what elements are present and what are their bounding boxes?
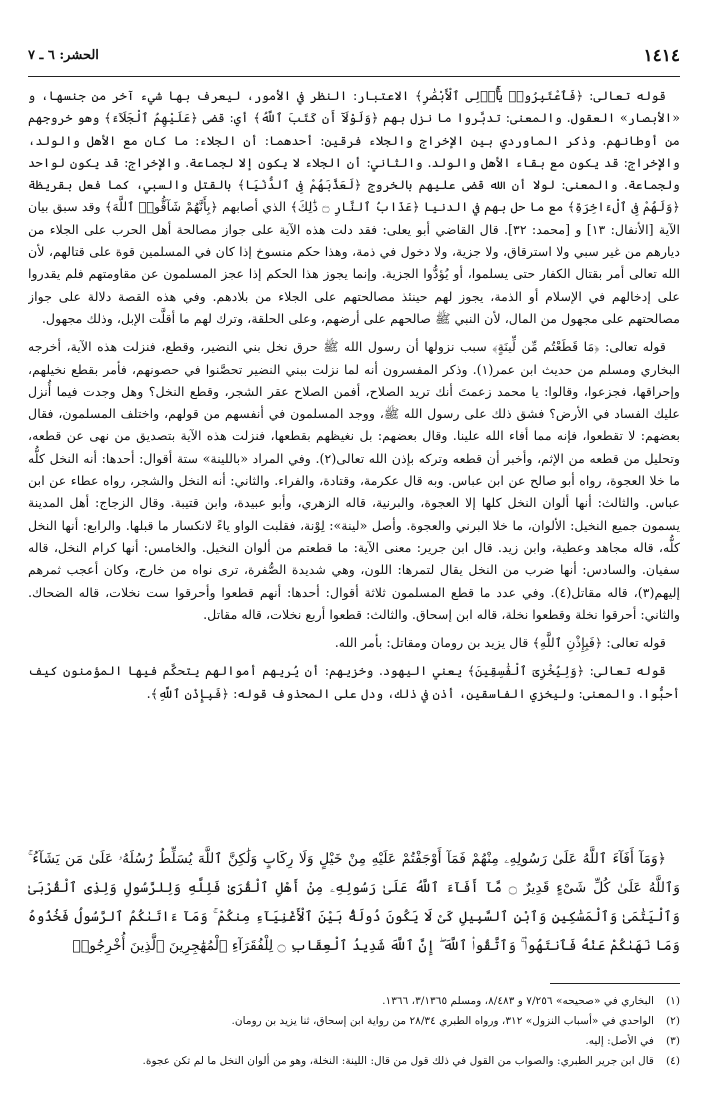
footnote-divider (550, 983, 680, 984)
footnote-text: الواحدي في «أسباب النزول» ٣١٢، ورواه الطبري ٢٨/٣٤ من رواية ابن إسحاق، ثنا يزيد بن رومان. (231, 1015, 654, 1027)
footnote-text: في الأصل: إليه. (585, 1035, 654, 1047)
footnote-text: البخاري في «صحيحه» ٧/٢٥٦ و ٨/٤٨٣، ومسلم ٣/١٣٦٥، ١٣٦٦. (382, 995, 654, 1007)
quran-verses-block: ﴿وَمَآ أَفَآءَ ٱللَّهُ عَلَىٰ رَسُولِهِۦ مِنْهُمْ فَمَآ أَوْجَفْتُمْ عَلَيْهِ مِنْ خَيْلٍ وَلَا رِكَابٍ وَلَٰكِنَّ ٱللَّهَ يُسَلِّطُ رُسُلَهُۥ عَلَىٰ مَن يَشَآءُ ۚ وَٱللَّهُ عَلَىٰ كُلِّ شَىْءٍ قَدِيرٌ ۝ مَّآ أَفَآءَ ٱللَّهُ عَلَىٰ رَسُولِهِۦ مِنْ أَهْلِ ٱلْقُرَىٰ فَلِلَّهِ وَلِلرَّسُولِ وَلِذِى ٱلْقُرْبَىٰ وَٱلْيَتَٰمَىٰ وَٱلْمَسَٰكِينِ وَٱبْنِ ٱلسَّبِيلِ كَىْ لَا يَكُونَ دُولَةًۢ بَيْنَ ٱلْأَغْنِيَآءِ مِنكُمْ ۚ وَمَآ ءَاتَىٰكُمُ ٱلرَّسُولُ فَخُذُوهُ وَمَا نَهَىٰكُمْ عَنْهُ فَٱنتَهُوا۟ ۚ وَٱتَّقُوا۟ ٱللَّهَ ۖ إِنَّ ٱللَّهَ شَدِيدُ ٱلْعِقَابِ ۝ لِلْفُقَرَآءِ ٱلْمُهَٰجِرِينَ ٱلَّذِينَ أُخْرِجُوا۟ (28, 851, 680, 954)
paragraph-itibar: قوله تعالى: ﴿فَٱعْتَبِرُوا۟ يَٰٓأُو۟لِى ٱلْأَبْصَٰرِ﴾ الاعتبار: النظر في الأمور، ليعرف بها شيء آخر من جنسها، و «الأبصار» العقول. والمعنى: تدبَّروا ما نزل بهم ﴿وَلَوْلَآ أَن كَتَبَ ٱللَّهُ﴾ أي: قضى ﴿عَلَيْهِمُ ٱلْجَلَآءَ﴾ وهو خروجهم من أوطانهم. وذكر الماوردي بين الإخراج والجلاء فرقين: أحدهما: أن الجلاء: ما كان مع الأهل والولد، والإخراج: قد يكون مع بقاء الأهل والولد. والثاني: أن الجلاء لا يكون إلا لجماعة. والإخراج: قد يكون لواحد ولجماعة. والمعنى: لولا أن الله قضى عليهم بالخروج ﴿لَعَذَّبَهُمْ فِى ٱلدُّنْيَا﴾ بالقتل والسبي، كما فعل بقريظة ﴿وَلَهُمْ فِى ٱلْءَاخِرَةِ﴾ مع ما حل بهم في الدنيا ﴿عَذَابُ ٱلنَّارِ ۝ ذَٰلِكَ﴾ الذي أصابهم ﴿بِأَنَّهُمْ شَآقُّوا۟ ٱللَّهَ﴾ وقد سبق بيان الآية [الأنفال: ١٣] و [محمد: ٣٢]. قال القاضي أبو يعلى: فقد دلت هذه الآية على جواز مصالحة أهل الحرب على الجلاء من ديارهم من غير سبي ولا استرقاق، ولا جزية، ولا دخول في ذمة، وهذا حكم منسوخ إذا كان في المسلمين قوة على قتالهم، لأن الله تعالى أمر بقتال الكفار حتى يسلموا، أو يُؤدُّوا الجزية. وإنما يجوز هذا الحكم إذا عجز المسلمون عن مقاومتهم فلم يقدروا على إدخالهم في الإسلام أو الذمة، يجوز لهم حينئذ مصالحتهم على الجلاء من بلادهم. وفي هذه القصة دلالة على جواز مصالحتهم على مجهول من المال، لأن النبي ﷺ صالحهم على أرضهم، وعلى الحلقة، وترك لهم ما أقلَّت الإبل، وذلك مجهول. (28, 88, 680, 326)
footnote-number: (٤) (666, 1055, 680, 1067)
paragraph-yukhzi: قوله تعالى: ﴿وَلِيُخْزِىَ ٱلْفَٰسِقِينَ﴾ يعني اليهود. وخزيهم: أن يُريهم أموالهم يتحكَّم فيها المؤمنون كيف أحبُّوا. والمعنى: وليخزي الفاسقين، أذن في ذلك، ودل على المحذوف قوله: ﴿فَبِإِذْنِ ٱللَّهِ﴾. (28, 663, 680, 701)
header-divider (28, 76, 680, 77)
commentary-body (28, 85, 680, 749)
footnotes (28, 991, 680, 1091)
footnote-number: (١) (666, 995, 680, 1007)
footnote-item (28, 1051, 680, 1071)
footnote-number: (٣) (666, 1035, 680, 1047)
paragraph-lina: قوله تعالى: ﴿مَا قَطَعْتُم مِّن لِّينَةٍ﴾ سبب نزولها أن رسول الله ﷺ حرق نخل بني النضير، وقطع، فنزلت هذه الآية، أخرجه البخاري ومسلم من حديث ابن عمر(١). وذكر المفسرون أنه لما نزلت ببني النضير تحصَّنوا في حصونهم، فأمر بقطع نخيلهم، وإحراقها، فجزعوا، وقالوا: يا محمد زعمتَ أنك تريد الصلاح، أفمن الصلاح عقر الشجر، وقطع النخل؟ وهل وجدت فيما أُنزل عليك الفساد في الأرض؟ فشق ذلك على رسول الله ﷺ، ووجد المسلمون في أنفسهم من قولهم، واختلف المسلمون، فقال بعضهم: لا تقطعوا، فإنه مما أفاء الله علينا. وقال بعضهم: بل نغيظهم بقطعها، فنزلت هذه الآية بتصديق من نهى عن قطعه، وتحليل من قطعه من الإثم، وأخبر أن قطعه وتركه بإذن الله تعالى(٢). وفي المراد «باللينة» ستة أقوال: أحدها: أنه النخل كلُّه ما خلا العجوة، رواه أبو صالح عن ابن عباس. وبه قال عكرمة، وقتادة، والفراء. والثاني: أنه النخل والشجر، رواه عطاء عن ابن عباس. والثالث: أنها ألوان النخل كلها إلا العجوة، والبرنية، قاله الزهري، وأبو عبيدة، وابن قتيبة. وقال الزجاج: أهل المدينة يسمون جميع النخيل: الألوان، ما خلا البرني والعجوة. وأصل «لينة»: لِوْنة، فقلبت الواو ياءً لانكسار ما قبلها. والرابع: أنها النخل كلُّه، قاله مجاهد وعطية، وابن زيد. قال ابن جرير: معنى الآية: ما قطعتم من ألوان النخيل. والخامس: أنها كرام النخل، قاله سفيان. والسادس: أنها ضرب من النخل يقال لتمرها: اللون، وهي شديدة الصُّفرة، ترى نواه من خارج، وكان أعجب ثمرهم إليهم(٣)، قاله مقاتل(٤). وفي عدد ما قطع المسلمون ثلاثة أقوال: أحدها: أنهم قطعوا وأحرقوا ست نخلات، قاله الضحاك. والثاني: أحرقوا نخلة وقطعوا نخلة، قاله ابن إسحاق. والثالث: قطعوا أربع نخلات، قاله مقاتل. (28, 339, 680, 622)
page-number: ١٤١٤ (643, 46, 680, 66)
footnote-text: قال ابن جرير الطبري: والصواب من القول في ذلك قول من قال: اللينة: النخلة، وهو من ألوان النخل ما لم تكن عجوة. (142, 1055, 654, 1067)
footnote-number: (٢) (666, 1015, 680, 1027)
surah-verse-label: الحشر: ٦ ـ ٧ (28, 48, 99, 63)
footnote-item (28, 991, 680, 1011)
paragraph-bi-idhni-allah: قوله تعالى: ﴿فَبِإِذْنِ ٱللَّهِ﴾ قال يزيد بن رومان ومقاتل: بأمر الله. (334, 635, 666, 651)
page-header (28, 46, 680, 72)
footnote-item (28, 1011, 680, 1031)
footnote-item (28, 1031, 680, 1051)
